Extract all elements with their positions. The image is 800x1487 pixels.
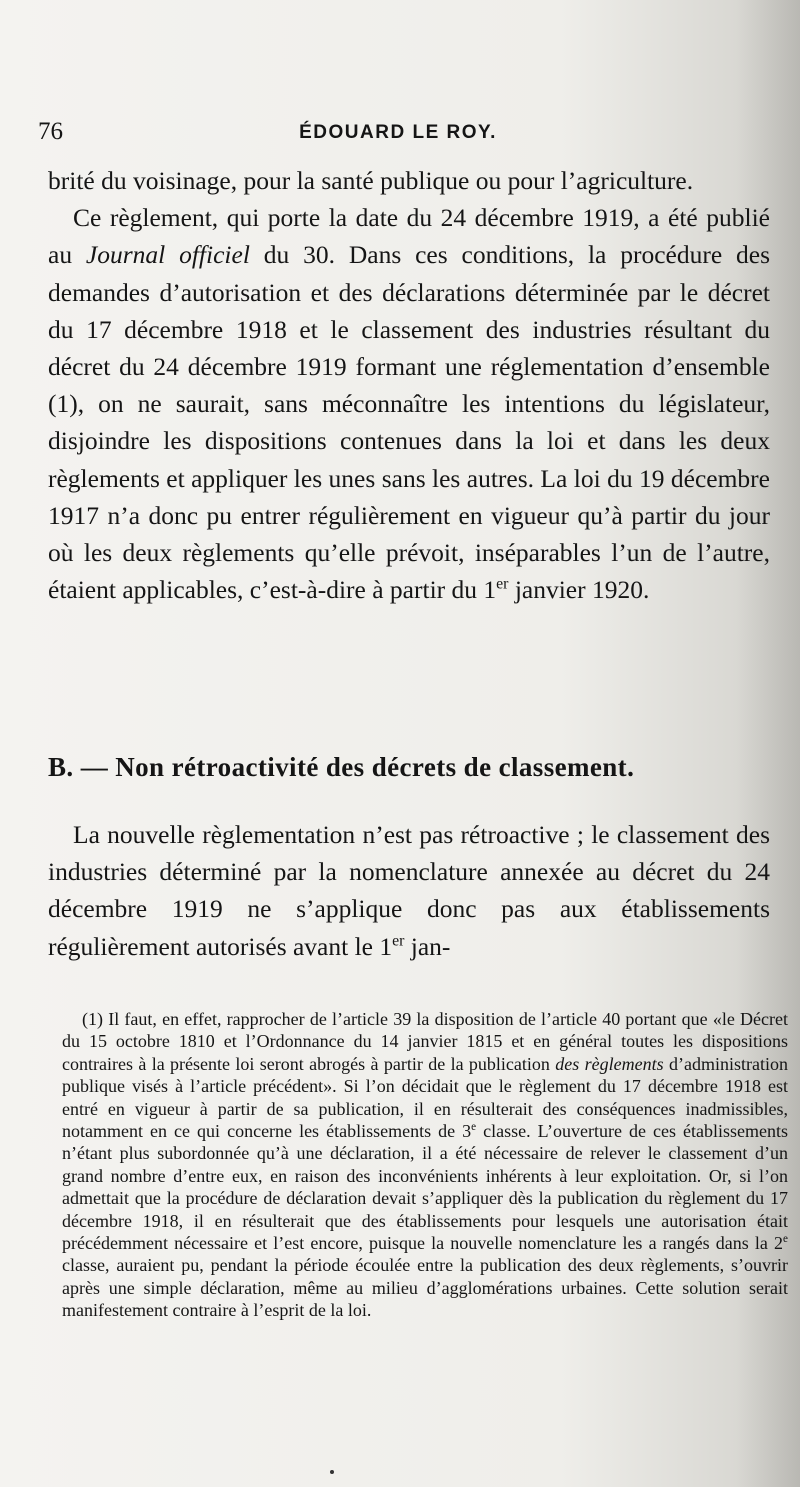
section-heading: B. — Non rétroactivité des décrets de classement. (48, 752, 635, 782)
footnote (62, 1008, 788, 1322)
print-speck (330, 1470, 334, 1474)
ordinal-number: 1 (483, 575, 497, 605)
running-head: ÉDOUARD LE ROY. (299, 122, 497, 143)
ordinal-suffix: er (496, 575, 509, 593)
class-number: 3 (462, 1121, 472, 1142)
footnote-italic: des règlements (555, 1053, 664, 1074)
page-number: 76 (38, 118, 63, 145)
class-suffix: e (471, 1121, 477, 1134)
paragraph-retroactivite (48, 816, 770, 965)
paragraph-text: jan- (404, 931, 451, 961)
page-header (38, 118, 758, 152)
paragraph-reglement (48, 199, 770, 608)
paragraph-text: janvier 1920. (508, 575, 650, 605)
journal-title: Journal officiel (85, 240, 250, 270)
paragraph-continuation: brité du voisinage, pour la santé publique ou pour l’agriculture. (48, 166, 694, 195)
footnote-text: classe. L’ouverture de ces établissements n’étant plus subordonnée qu’à une déclaration, il a été nécessaire de relever le classement d’un grand nombre d’entre eux, en raison des inconvénients inhérents à leur exploitation. Or, si l’on admettait que la procédure de déclaration devait s’appliquer dès la publication du règlement du 17 décembre 1918, il en résulterait que des établissements pour lesquels une autorisation était précédemment nécessaire et l’est encore, puisque la nouvelle nomenclature les a rangés dans la (62, 1121, 788, 1254)
body-text-bottom (48, 816, 770, 965)
paragraph-text: La nouvelle règlementation n’est pas rétroactive ; le classement des industries déterminé par la nomenclature annexée au décret du 24 décembre 1919 ne s’applique donc pas aux établissements régulièrement autorisés avant le (48, 820, 770, 961)
paragraph-text: du 30. Dans ces conditions, la procédure des demandes d’autorisation et des déclarations déterminée par le décret du 17 décembre 1918 et le classement des industries résultant du décret du 24 décembre 1919 formant une réglementation d’ensemble (1), on ne saurait, sans méconnaître les intentions du législateur, disjoindre les dispositions contenues dans la loi et dans les deux règlements et appliquer les unes sans les autres. La loi du 19 décembre 1917 n’a donc pu entrer régulièrement en vigueur qu’à partir du jour où les deux règlements qu’elle prévoit, inséparables l’un de l’autre, étaient applicables, c’est-à-dire à partir du (48, 240, 771, 605)
paragraph-text: Ce règlement, qui porte la date du 24 décembre 1919, a été publié au (48, 203, 770, 270)
body-text-top (48, 162, 770, 608)
ordinal-number: 1 (379, 931, 393, 961)
footnote-paragraph (62, 1008, 788, 1322)
class-number: 2 (774, 1233, 784, 1254)
footnote-text: (1) Il faut, en effet, rapprocher de l’article 39 la disposition de l’article 40 portant que «le Décret du 15 octobre 1810 et l’Ordonnance du 14 janvier 1815 et en général toutes les dispositions contraires à la présente loi seront abrogés à partir de la publication (62, 1009, 788, 1074)
ordinal-suffix: er (392, 932, 405, 950)
footnote-text: classe, auraient pu, pendant la période écoulée entre la publication des deux règlements, s’ouvrir après une simple déclaration, même au milieu d’agglomérations urbaines. Cette solution serait manifestement contraire à l’esprit de la loi. (62, 1255, 788, 1321)
footnote-text: d’administration publique visés à l’article précédent». Si l’on décidait que le règlement du 17 décembre 1918 est entré en vigueur à partir de sa publication, il en résulterait des conséquences inadmissibles, notamment en ce qui concerne les établissements de (62, 1053, 789, 1142)
class-suffix: e (783, 1233, 788, 1246)
